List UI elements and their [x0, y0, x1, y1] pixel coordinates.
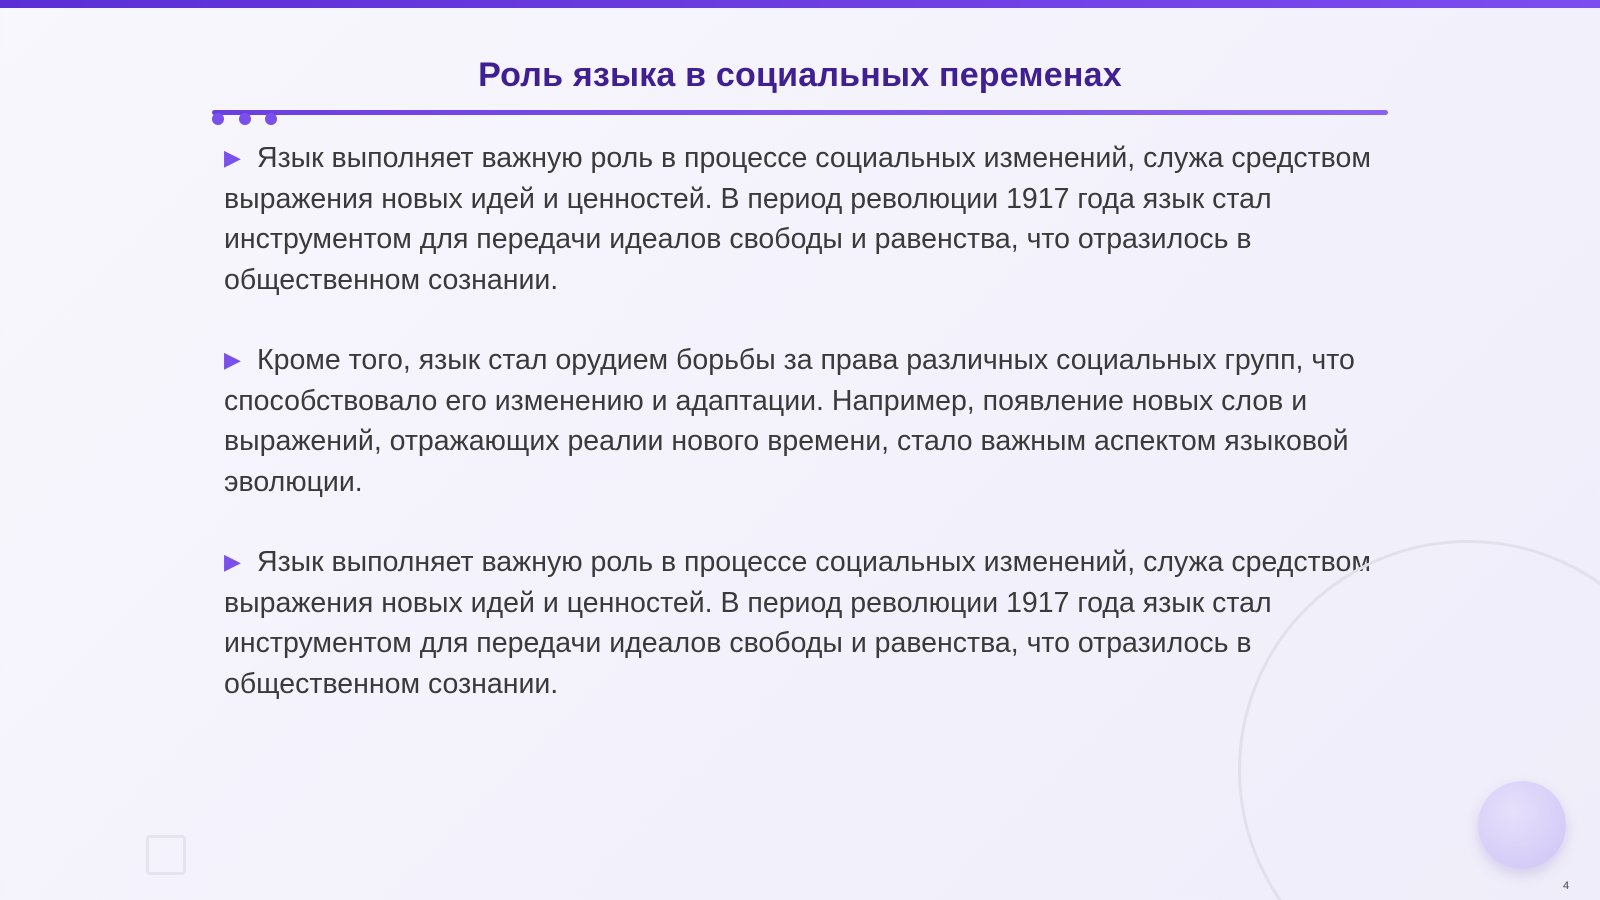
triangle-bullet-icon: ▶ [224, 549, 241, 574]
bullet-text: Язык выполняет важную роль в процессе социальных изменений, служа средством выражения новых идей и ценностей. В период революции 1917 года язык стал инструментом для передачи идеалов свободы и равенства, что отразилось в общественном сознании. [224, 142, 1371, 296]
top-accent-bar [0, 0, 1600, 8]
bullet-text: Язык выполняет важную роль в процессе социальных изменений, служа средством выражения новых идей и ценностей. В период революции 1917 года язык стал инструментом для передачи идеалов свободы и равенства, что отразилось в общественном сознании. [224, 546, 1371, 700]
decorative-dot [265, 113, 277, 125]
title-underline [212, 110, 1388, 115]
slide-body [224, 138, 1384, 744]
decorative-square [146, 835, 186, 875]
page-number: 4 [1563, 880, 1570, 892]
decorative-dot [212, 113, 224, 125]
triangle-bullet-icon: ▶ [224, 347, 241, 372]
bullet-point [224, 138, 1384, 300]
bullet-point [224, 542, 1384, 704]
decorative-circle [1478, 781, 1566, 869]
bullet-text: Кроме того, язык стал орудием борьбы за права различных социальных групп, что способствовало его изменению и адаптации. Например, появление новых слов и выражений, отражающих реалии нового времени, стало важным аспектом языковой эволюции. [224, 344, 1355, 498]
decorative-dot [239, 113, 251, 125]
bullet-point [224, 340, 1384, 502]
triangle-bullet-icon: ▶ [224, 145, 241, 170]
slide-title: Роль языка в социальных переменах [478, 56, 1122, 94]
